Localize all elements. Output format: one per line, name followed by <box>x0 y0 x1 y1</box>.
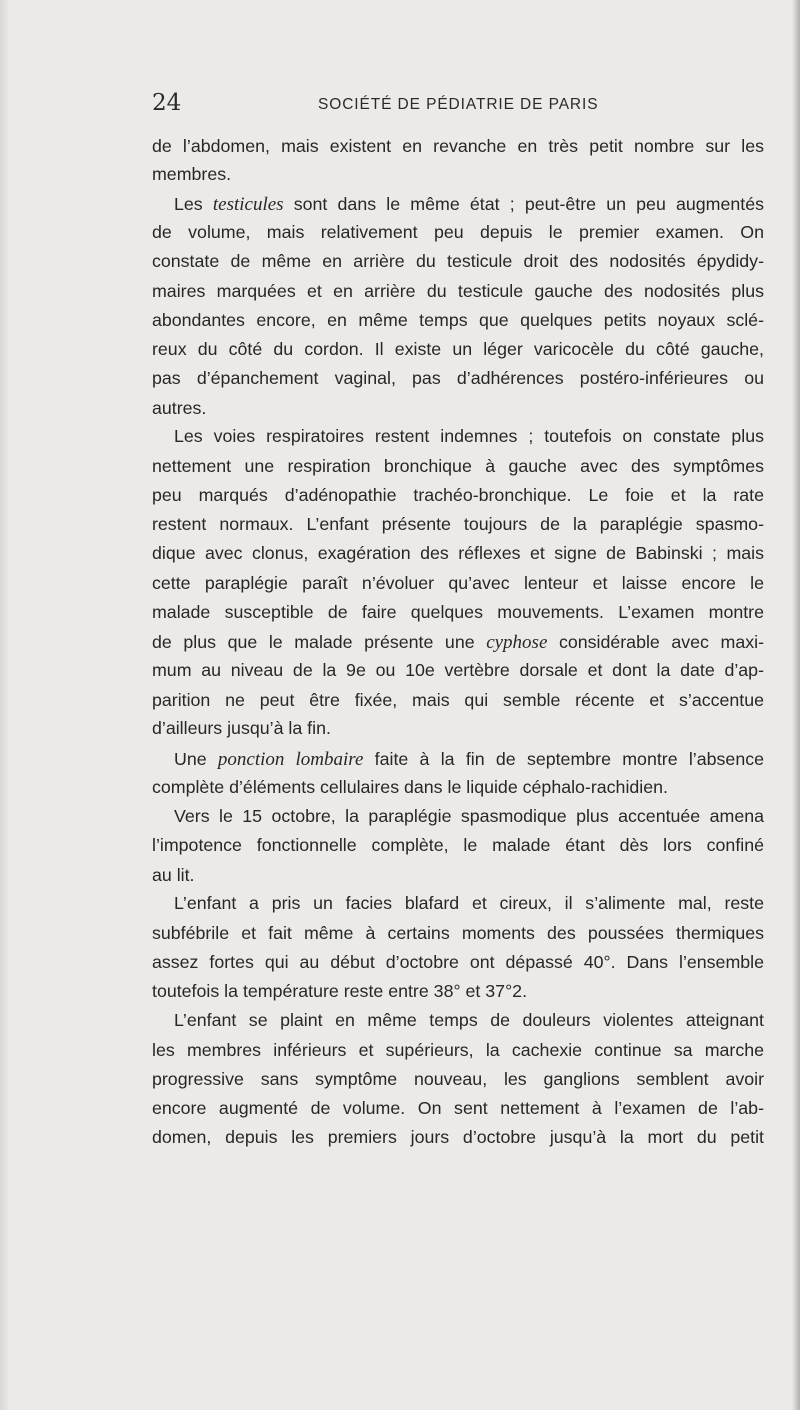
line-text: les membres inférieurs et supérieurs, la cachexie continue sa marche <box>152 1040 764 1060</box>
page-gutter-shadow <box>0 0 10 1410</box>
line-text: progressive sans symptôme nouveau, les ganglions semblent avoir <box>152 1069 764 1089</box>
text-line <box>174 195 764 214</box>
line-text: de volume, mais relativement peu depuis le premier examen. On <box>152 222 764 242</box>
text-line <box>152 370 764 388</box>
text-line <box>174 808 764 826</box>
text-line <box>152 253 764 271</box>
text-line <box>152 1129 764 1147</box>
line-text: dique avec clonus, exagération des réflexes et signe de Babinski ; mais <box>152 543 764 563</box>
text-line <box>152 779 668 797</box>
line-text: sont dans le même état ; peut-être un peu augmentés <box>283 194 764 214</box>
text-line <box>152 692 764 710</box>
text-line <box>152 604 764 622</box>
text-line <box>152 867 195 885</box>
text-line <box>174 895 764 913</box>
text-line <box>152 1042 764 1060</box>
line-text: subfébrile et fait même à certains moments des poussées thermiques <box>152 923 764 943</box>
text-line <box>152 720 331 738</box>
text-line <box>152 837 764 855</box>
page-edge-shadow <box>792 0 800 1410</box>
line-text: reux du côté du cordon. Il existe un léger varicocèle du côté gauche, <box>152 339 764 359</box>
line-text: assez fortes qui au début d’octobre ont dépassé 40°. Dans l’ensemble <box>152 952 764 972</box>
line-text: complète d’éléments cellulaires dans le liquide céphalo-rachidien. <box>152 777 668 797</box>
text-line <box>152 925 764 943</box>
text-line <box>152 633 764 652</box>
line-text: cette paraplégie paraît n’évoluer qu’avec lenteur et laisse encore le <box>152 573 764 593</box>
text-line <box>152 283 764 301</box>
text-line <box>152 224 764 242</box>
line-text: maires marquées et en arrière du testicule gauche des nodosités plus <box>152 281 764 301</box>
line-text: mum au niveau de la 9e ou 10e vertèbre dorsale et dont la date d’ap- <box>152 660 764 680</box>
text-line <box>152 458 764 476</box>
page-number: 24 <box>152 90 182 116</box>
line-text: faite à la fin de septembre montre l’absence <box>363 749 764 769</box>
italic-term: cyphose <box>486 632 548 653</box>
text-line <box>152 954 764 972</box>
line-text: Vers le 15 octobre, la paraplégie spasmodique plus accentuée amena <box>174 806 764 826</box>
line-text: L’enfant se plaint en même temps de douleurs violentes atteignant <box>174 1010 764 1030</box>
text-line <box>152 1100 764 1118</box>
line-text: parition ne peut être fixée, mais qui semble récente et s’accentue <box>152 690 764 710</box>
line-text: considérable avec maxi- <box>547 632 764 652</box>
text-line <box>152 575 764 593</box>
text-line <box>152 1071 764 1089</box>
line-text: au lit. <box>152 865 195 885</box>
line-text: malade susceptible de faire quelques mouvements. L’examen montre <box>152 602 764 622</box>
line-text: toutefois la température reste entre 38° et 37°2. <box>152 981 528 1001</box>
line-text: peu marqués d’adénopathie trachéo-bronchique. Le foie et la rate <box>152 485 764 505</box>
line-text: de plus que le malade présente une <box>152 632 487 652</box>
text-line <box>152 166 231 184</box>
line-text: de l’abdomen, mais existent en revanche en très petit nombre sur les <box>152 136 764 156</box>
text-line <box>152 487 764 505</box>
line-text: abondantes encore, en même temps que quelques petits noyaux sclé- <box>152 310 764 330</box>
line-text: Les voies respiratoires restent indemnes ; toutefois on constate plus <box>174 426 764 446</box>
line-text: pas d’épanchement vaginal, pas d’adhérences postéro-inférieures ou <box>152 368 764 388</box>
italic-term: ponction lombaire <box>217 749 364 770</box>
line-text: autres. <box>152 398 207 418</box>
text-line <box>174 428 764 446</box>
text-line <box>174 1012 764 1030</box>
italic-term: testicules <box>212 194 284 215</box>
line-text: L’enfant a pris un facies blafard et cireux, il s’alimente mal, reste <box>174 893 764 913</box>
text-line <box>152 341 764 359</box>
text-line <box>152 662 764 680</box>
line-text: l’impotence fonctionnelle complète, le malade étant dès lors confiné <box>152 835 764 855</box>
line-text: membres. <box>152 164 232 184</box>
text-line <box>152 312 764 330</box>
line-text: constate de même en arrière du testicule droit des nodosités épydidy- <box>152 251 764 271</box>
text-line <box>152 545 764 563</box>
text-line <box>152 516 764 534</box>
text-line <box>152 138 764 156</box>
text-line <box>152 400 206 418</box>
line-text: Une <box>174 749 218 769</box>
line-text: d’ailleurs jusqu’à la fin. <box>152 718 331 738</box>
line-text: nettement une respiration bronchique à gauche avec des symptômes <box>152 456 764 476</box>
line-text: encore augmenté de volume. On sent nettement à l’examen de l’ab- <box>152 1098 764 1118</box>
text-line <box>152 983 527 1001</box>
page-header <box>152 90 772 118</box>
line-text: Les <box>174 194 213 214</box>
running-head: SOCIÉTÉ DE PÉDIATRIE DE PARIS <box>318 96 599 113</box>
text-line <box>174 750 764 769</box>
line-text: domen, depuis les premiers jours d’octobre jusqu’à la mort du petit <box>152 1127 764 1147</box>
line-text: restent normaux. L’enfant présente toujours de la paraplégie spasmo- <box>152 514 764 534</box>
